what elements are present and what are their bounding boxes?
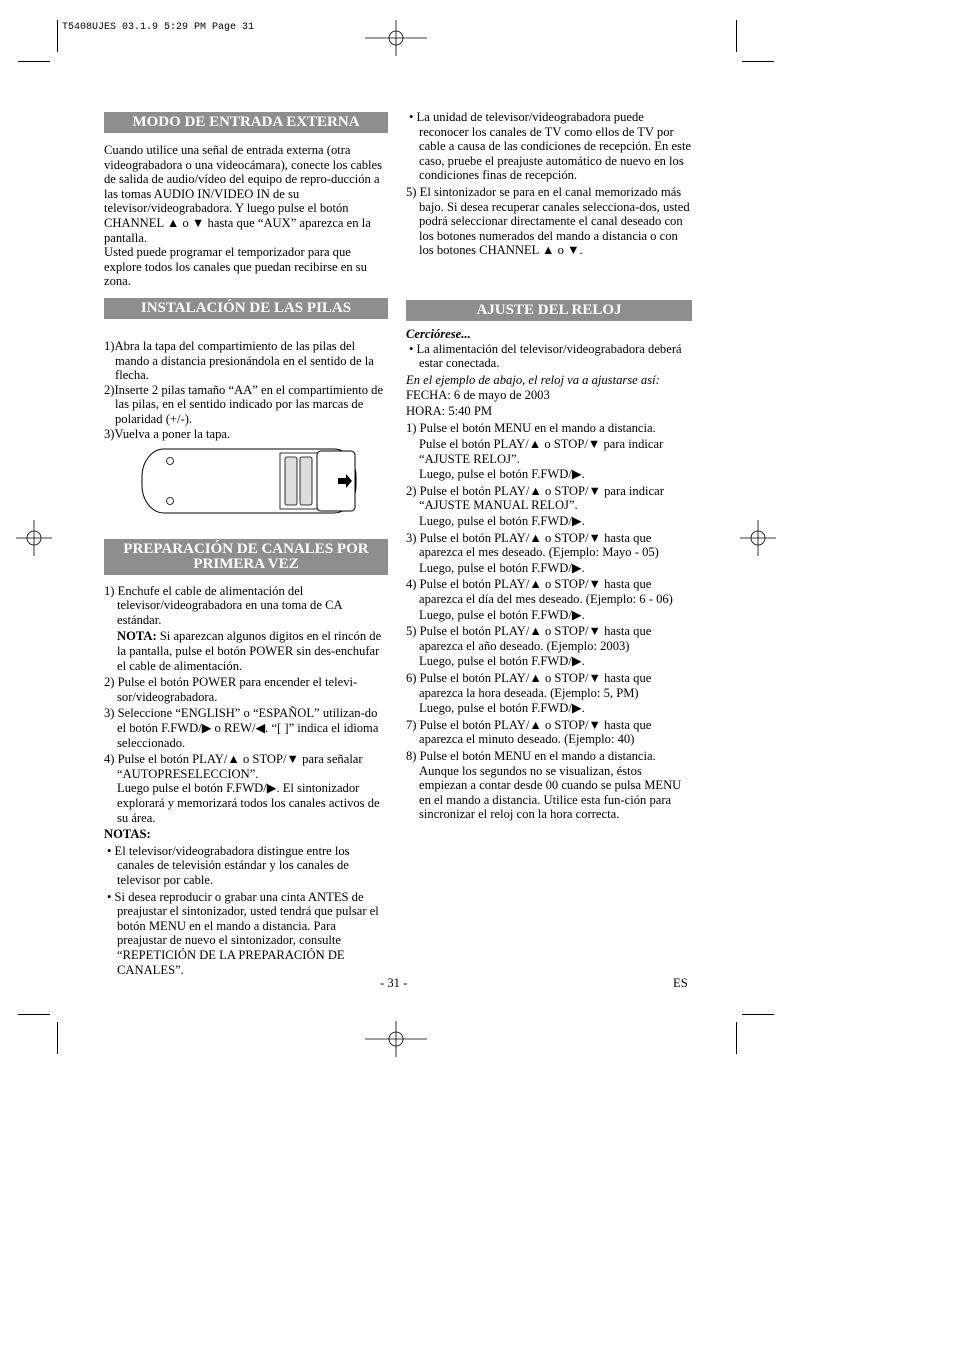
list-item-continuation: Luego pulse el botón F.FWD/▶. El sintonizador explorará y memorizará todos los canales activos de su área. — [117, 781, 380, 825]
note-text: Si aparezcan algunos digitos en el rincón de la pantalla, pulse el botón POWER sin des-enchufar el cable de alimentación. — [117, 629, 382, 673]
list-item-continuation: Luego, pulse el botón F.FWD/▶. — [419, 514, 585, 529]
crop-mark — [57, 1022, 58, 1054]
list-item: 2)Inserte 2 pilas tamaño “AA” en el compartimiento de las pilas, en el sentido indicado por las marcas de polaridad (+/-). — [104, 382, 384, 426]
heading-line: PRIMERA VEZ — [193, 555, 299, 572]
checklist-label: Cerciórese... — [406, 326, 471, 341]
example-intro: En el ejemplo de abajo, el reloj va a ajustarse así: — [406, 372, 660, 387]
left-column — [104, 112, 388, 977]
list-item: 1) Enchufe el cable de alimentación del televisor/videograbadora en una toma de CA estándar. — [104, 583, 342, 627]
list-item: 5) El sintonizador se para en el canal memorizado más bajo. Si desea recuperar canales selecciona-dos, usted podrá seleccionar directamente el canal deseado con los botones numerados del mando a distancia o con los botones CHANNEL ▲ o ▼. — [406, 184, 690, 258]
note-label: NOTA: — [117, 629, 157, 644]
example-date: FECHA: 6 de mayo de 2003 — [406, 388, 550, 403]
list-item: 4) Pulse el botón PLAY/▲ o STOP/▼ hasta que aparezca el día del mes deseado. (Ejemplo: 6 - 06) — [406, 577, 673, 607]
list-item: 3) Seleccione “ENGLISH” o “ESPAÑOL” utilizan-do el botón F.FWD/▶ o REW/◀. “[ ]” indica el idioma seleccionado. — [104, 706, 379, 750]
list-item-continuation: Pulse el botón PLAY/▲ o STOP/▼ para indicar “AJUSTE RELOJ”. — [419, 437, 664, 466]
list-item: 4) Pulse el botón PLAY/▲ o STOP/▼ para señalar “AUTOPRESELECCION”. — [104, 752, 363, 781]
list-item-continuation: Luego, pulse el botón F.FWD/▶. — [419, 654, 585, 669]
list-item: 2) Pulse el botón PLAY/▲ o STOP/▼ para indicar “AJUSTE MANUAL RELOJ”. — [406, 483, 664, 513]
list-item-continuation: Aunque los segundos no se visualizan, éstos empiezan a contar desde 00 cuando se pulsa MENU en el mando a distancia. Utilice esta fun-ción para sincronizar el reloj con la hora correcta. — [419, 763, 682, 822]
note-paragraph — [104, 629, 388, 673]
bullet-item: • La alimentación del televisor/videograbadora deberá estar conectada. — [409, 341, 682, 371]
page-number: - 31 - — [380, 976, 408, 990]
list-item: 3)Vuelva a poner la tapa. — [104, 426, 231, 441]
section-heading-ajuste-reloj: AJUSTE DEL RELOJ — [406, 300, 692, 321]
bullet-item: • El televisor/videograbadora distingue entre los canales de televisión estándar y los canales de televisor por cable. — [107, 843, 350, 887]
registration-mark-icon — [365, 20, 427, 56]
registration-mark-icon — [16, 520, 52, 556]
paragraph: Cuando utilice una señal de entrada externa (otra videograbadora o una videocámara), conecte los cables de salida de audio/vídeo del equipo de repro-ducción a las tomas AUDIO IN/VIDEO IN de su televisor/videograbadora. Y luego pulse el botón CHANNEL ▲ o ▼ hasta que “AUX” aparezca en la pantalla. — [104, 143, 382, 245]
example-time: HORA: 5:40 PM — [406, 403, 493, 418]
list-item: 5) Pulse el botón PLAY/▲ o STOP/▼ hasta que aparezca el año deseado. (Ejemplo: 2003) — [406, 624, 652, 653]
heading-line: PREPARACIÓN DE CANALES POR — [123, 540, 369, 557]
registration-mark-icon — [740, 520, 776, 556]
right-column — [406, 110, 692, 822]
list-item-continuation: Luego, pulse el botón F.FWD/▶. — [419, 607, 585, 622]
crop-mark — [742, 61, 774, 62]
list-item: 7) Pulse el botón PLAY/▲ o STOP/▼ hasta que aparezca el minuto deseado. (Ejemplo: 40) — [406, 717, 652, 747]
section-heading-instalacion-pilas: INSTALACIÓN DE LAS PILAS — [104, 298, 388, 319]
language-code: ES — [673, 976, 688, 990]
crop-mark — [57, 20, 58, 52]
list-item: 6) Pulse el botón PLAY/▲ o STOP/▼ hasta que aparezca la hora deseada. (Ejemplo: 5, PM) — [406, 671, 652, 700]
section-heading-preparacion-canales — [104, 539, 388, 575]
notes-label: NOTAS: — [104, 827, 151, 842]
list-item: 1)Abra la tapa del compartimiento de las pilas del mando a distancia presionándola en el sentido de la flecha. — [104, 338, 374, 383]
paragraph: Usted puede programar el temporizador para que explore todos los canales que puedan recibirse en su zona. — [104, 245, 367, 289]
print-slug: T5408UJES 03.1.9 5:29 PM Page 31 — [62, 22, 255, 33]
crop-mark — [742, 1014, 774, 1015]
crop-mark — [736, 1022, 737, 1054]
bullet-item: • La unidad de televisor/videograbadora puede reconocer los canales de TV como ellos de TV por cable a causa de las condiciones de recepción. En este caso, pruebe el preajuste automático de nuevo en los condiciones finas de recepción. — [409, 110, 692, 183]
list-item-continuation: Luego, pulse el botón F.FWD/▶. — [419, 560, 585, 575]
bullet-item: • Si desea reproducir o grabar una cinta ANTES de preajustar el sintonizador, usted tendrá que pulsar el botón MENU en el mando a distancia. Para preajustar de nuevo el sintonizador, consulte “REPETICIÓN DE LA PREPARACIÓN DE CANALES”. — [107, 889, 379, 977]
list-item-continuation: Luego, pulse el botón F.FWD/▶. — [419, 701, 585, 716]
crop-mark — [736, 20, 737, 52]
list-item-continuation: Luego, pulse el botón F.FWD/▶. — [419, 467, 585, 482]
crop-mark — [18, 61, 50, 62]
list-item: 1) Pulse el botón MENU en el mando a distancia. — [406, 420, 656, 435]
section-heading-modo-entrada: MODO DE ENTRADA EXTERNA — [104, 112, 388, 133]
list-item: 3) Pulse el botón PLAY/▲ o STOP/▼ hasta que aparezca el mes deseado. (Ejemplo: Mayo - 05) — [406, 530, 659, 560]
crop-mark — [18, 1014, 50, 1015]
remote-battery-illustration — [140, 447, 360, 515]
registration-mark-icon — [365, 1021, 427, 1057]
list-item: 8) Pulse el botón MENU en el mando a distancia. — [406, 748, 656, 763]
list-item: 2) Pulse el botón POWER para encender el televi-sor/videograbadora. — [104, 675, 358, 704]
